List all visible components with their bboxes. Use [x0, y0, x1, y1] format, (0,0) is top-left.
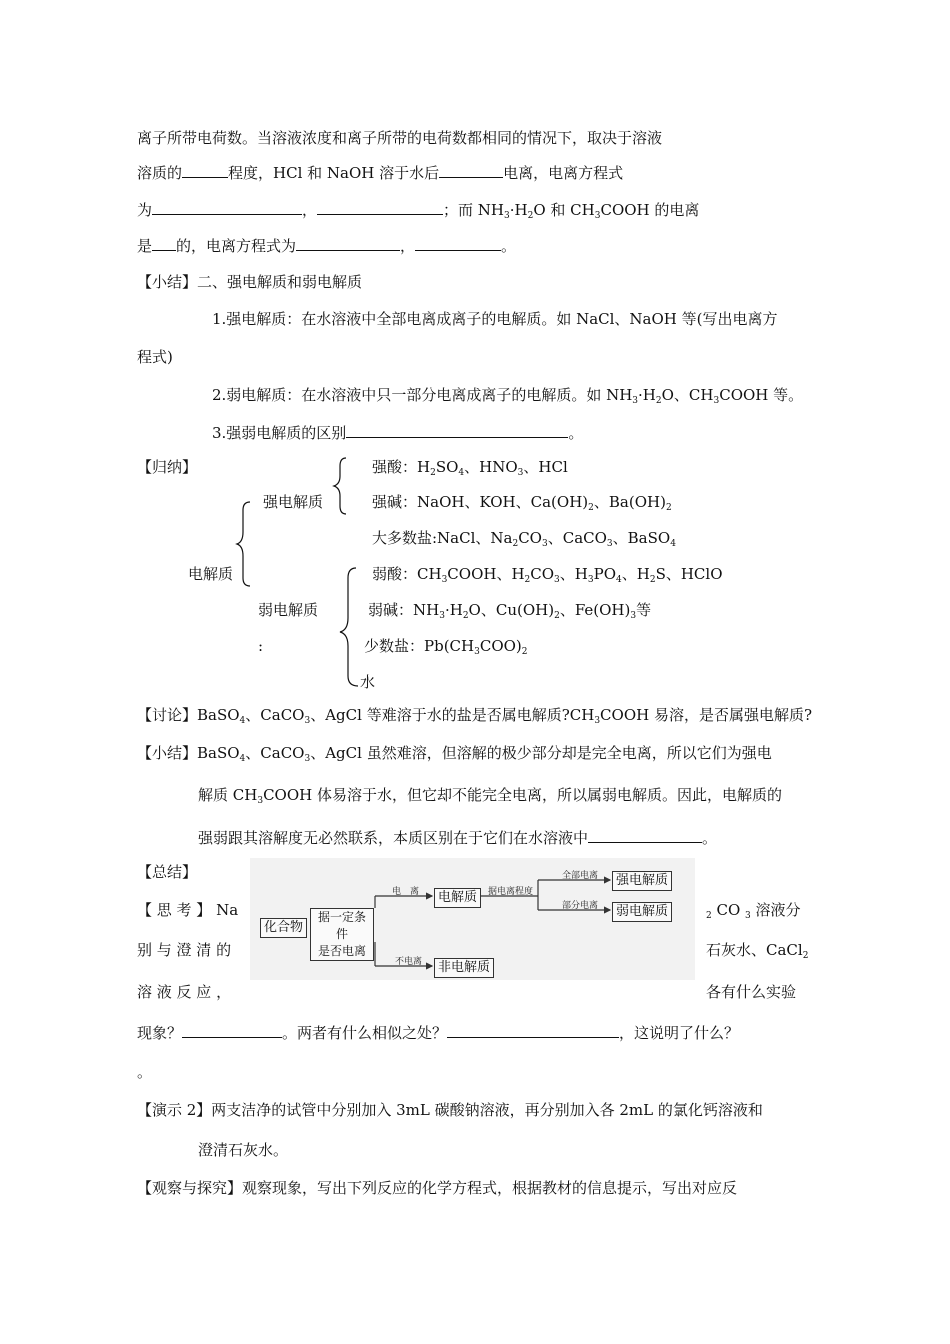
text-line: 【演示 2】两支洁净的试管中分别加入 3mL 碳酸钠溶液，再分别加入各 2mL 的氯化钙溶液和 [137, 1101, 763, 1119]
text: 为 [137, 201, 153, 219]
tree-leaf: 少数盐：$Pb(CH_3COO)_2$ [364, 637, 528, 657]
text-line: 现象？ 。两者有什么相似之处？ ，这说明了什么？ [137, 1024, 740, 1042]
text: ， [302, 201, 318, 219]
text: 。 [501, 237, 517, 255]
classification-flow-figure [250, 858, 695, 980]
label-full-ionize: 全部电离 [562, 871, 599, 881]
blank [447, 1022, 619, 1038]
text-line: $_2$ CO $_3$ 溶液分 [706, 901, 801, 921]
label-part-ionize: 部分电离 [562, 901, 599, 911]
text: 3.强弱电解质的区别 [212, 424, 347, 442]
text: 2.弱电解质：在水溶液中只一部分电离成离子的电解质。如 NH [212, 386, 633, 404]
text: 是 [137, 237, 153, 255]
tree-node-weak: 弱电解质 [258, 601, 319, 619]
tree-node-root: 电解质 [188, 565, 234, 583]
label-by-degree: 据电离程度 [488, 887, 534, 897]
text: ， [400, 237, 416, 255]
text: ·H [509, 201, 528, 219]
label-not-ionize: 不电离 [395, 957, 423, 967]
subscript: 3 [504, 211, 510, 221]
text-line: 。 [137, 1063, 153, 1081]
tree-node-strong: 强电解质 [263, 493, 324, 511]
section-heading: 【小结】二、强电解质和弱电解质 [137, 273, 363, 291]
node-non-electrolyte: 非电解质 [434, 958, 494, 978]
text: 的，电离方程式为 [176, 237, 297, 255]
text-line: 各有什么实验 [706, 983, 797, 1001]
text: ·H [638, 386, 656, 404]
subscript: 3 [594, 211, 601, 221]
tree-colon: : [258, 637, 264, 655]
node-strong-electrolyte: 强电解质 [612, 871, 672, 891]
tree-leaf: 大多数盐:NaCl、$Na_2CO_3$、CaCO$_3$、BaSO$_4$ [372, 529, 676, 549]
text: O 和 CH [533, 201, 595, 219]
text-line: 【小结】BaSO$_4$、CaCO$_3$、AgCl 虽然难溶，但溶解的极少部分却是完全电离，所以它们为强电 [137, 744, 772, 764]
tree-leaf: 弱酸：$CH_3COOH$、$H_2CO_3$、$H_3PO_4$、$H_2S$、HClO [372, 565, 723, 585]
node-condition: 据一定条件 是否电离 [310, 908, 374, 961]
tree-leaf: 强酸：$H_2SO_4$、$HNO_3$、HCl [372, 458, 568, 478]
text: ；而 NH [443, 201, 505, 219]
node-compound: 化合物 [260, 918, 307, 938]
brace-weak [340, 568, 358, 686]
text-line: 溶 液 反 应 ， [137, 983, 232, 1001]
brace-root [237, 502, 250, 586]
text-line: 澄清石灰水。 [198, 1141, 289, 1159]
text: 。 [568, 424, 584, 442]
text: 电离，电离方程式 [503, 164, 624, 182]
text-line: 强弱跟其溶解度无必然联系，本质区别在于它们在水溶液中 。 [198, 829, 718, 847]
subscript: 3 [632, 396, 639, 406]
section-heading: 【归纳】 [137, 458, 198, 476]
section-heading: 【总结】 [137, 863, 198, 881]
node-weak-electrolyte: 弱电解质 [612, 902, 672, 922]
blank [182, 1022, 282, 1038]
text: O、CH [661, 386, 714, 404]
tree-leaf: 强碱：NaOH、KOH、$Ca(OH)_2$、$Ba(OH)_2$ [372, 493, 672, 513]
subscript: 2 [655, 396, 662, 406]
blank [588, 827, 702, 843]
label-ionize: 电 离 [392, 887, 420, 897]
text-line: 【讨论】BaSO$_4$、CaCO$_3$、AgCl 等难溶于水的盐是否属电解质$?CH_3COOH$ 易溶，是否属强电解质? [137, 706, 813, 726]
tree-leaf: 水 [360, 673, 376, 691]
text-line: 石灰水、CaCl$_2$ [706, 941, 809, 961]
text: 程度，HCl 和 NaOH 溶于水后 [228, 164, 440, 182]
node-electrolyte: 电解质 [434, 888, 481, 908]
text-line: 1.强电解质：在水溶液中全部电离成离子的电解质。如 NaCl、NaOH 等(写出电离方 [212, 310, 778, 328]
text-line: 别 与 澄 清 的 [137, 941, 232, 959]
subscript: 3 [713, 396, 720, 406]
text-line: 程式) [137, 348, 173, 366]
brace-strong [334, 458, 346, 514]
text: 溶质的 [137, 164, 183, 182]
subscript: 2 [527, 211, 534, 221]
text-line: 【观察与探究】观察现象，写出下列反应的化学方程式，根据教材的信息提示，写出对应反 [137, 1179, 738, 1197]
text-line: 【 思 考 】 Na [137, 901, 239, 919]
text-line: 离子所带电荷数。当溶液浓度和离子所带的电荷数都相同的情况下，取决于溶液 [137, 129, 663, 147]
tree-leaf: 弱碱：$NH_3\cdot H_2O$、$Cu(OH)_2$、$Fe(OH)_3$等 [368, 601, 652, 621]
text: COOH 等。 [719, 386, 804, 404]
text: COOH 的电离 [600, 201, 700, 219]
text-line: 解质 $CH_3COOH$ 体易溶于水，但它却不能完全电离，所以属弱电解质。因此，电解质的 [198, 786, 782, 806]
